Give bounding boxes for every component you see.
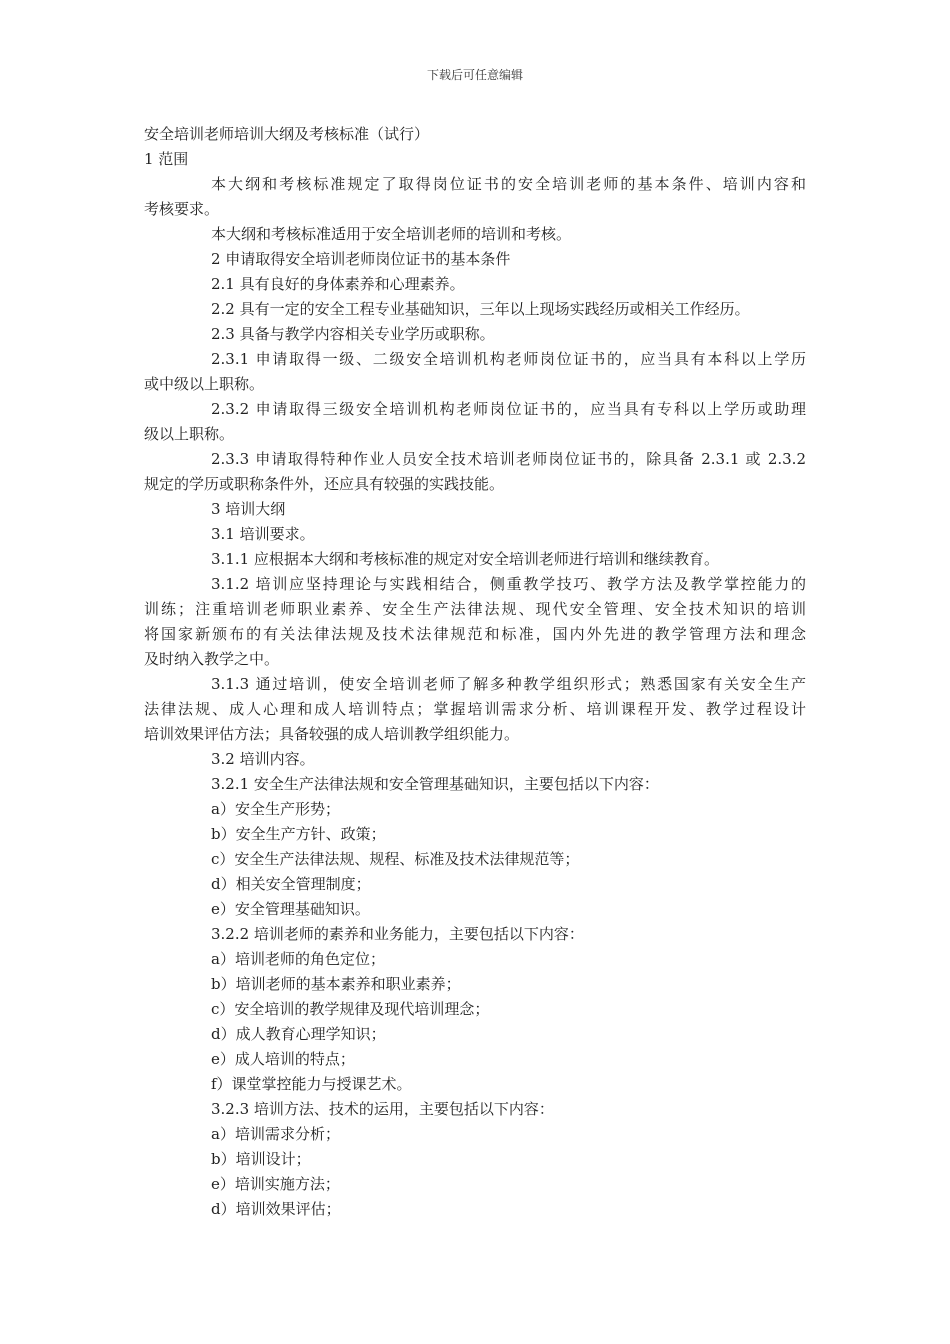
text-line: 2.3.1 申请取得一级、二级安全培训机构老师岗位证书的，应当具有本科以上学历 — [211, 350, 806, 368]
text-line: 3.2.1 安全生产法律法规和安全管理基础知识，主要包括以下内容： — [211, 775, 659, 793]
text-line: 本大纲和考核标准规定了取得岗位证书的安全培训老师的基本条件、培训内容和 — [211, 175, 806, 193]
text-line: 本大纲和考核标准适用于安全培训老师的培训和考核。 — [211, 225, 572, 243]
text-line: 级以上职称。 — [144, 425, 235, 443]
text-line: 3.1.2 培训应坚持理论与实践相结合，侧重教学技巧、教学方法及教学掌控能力的 — [211, 575, 806, 593]
text-line: 将国家新颁布的有关法律法规及技术法律规范和标准，国内外先进的教学管理方法和理念 — [144, 625, 806, 643]
text-line: e）安全管理基础知识。 — [211, 900, 370, 918]
text-line: 培训效果评估方法；具备较强的成人培训教学组织能力。 — [144, 725, 520, 743]
text-line: 2.3.2 申请取得三级安全培训机构老师岗位证书的，应当具有专科以上学历或助理 — [211, 400, 806, 418]
text-line: e）成人培训的特点； — [211, 1050, 355, 1068]
text-line: d）相关安全管理制度； — [211, 875, 371, 893]
text-line: 3.1.3 通过培训，使安全培训老师了解多种教学组织形式；熟悉国家有关安全生产 — [211, 675, 806, 693]
document-body — [144, 122, 806, 1222]
text-line: a）培训老师的角色定位； — [211, 950, 385, 968]
text-line: a）培训需求分析； — [211, 1125, 340, 1143]
text-line: 安全培训老师培训大纲及考核标准（试行） — [144, 125, 430, 143]
text-line: b）培训老师的基本素养和职业素养； — [211, 975, 461, 993]
text-line: 2.3.3 申请取得特种作业人员安全技术培训老师岗位证书的，除具备 2.3.1 或 2.3.2 — [211, 450, 806, 468]
text-line: 3.2.3 培训方法、技术的运用，主要包括以下内容： — [211, 1100, 554, 1118]
text-line: 2.2 具有一定的安全工程专业基础知识，三年以上现场实践经历或相关工作经历。 — [211, 300, 750, 318]
text-line: e）培训实施方法； — [211, 1175, 340, 1193]
text-line: 3.2 培训内容。 — [211, 750, 315, 768]
text-line: c）安全培训的教学规律及现代培训理念； — [211, 1000, 490, 1018]
text-line: 2 申请取得安全培训老师岗位证书的基本条件 — [211, 250, 511, 268]
text-line: 法律法规、成人心理和成人培训特点；掌握培训需求分析、培训课程开发、教学过程设计 — [144, 700, 806, 718]
text-line: 3.1 培训要求。 — [211, 525, 315, 543]
text-line: 3 培训大纲 — [211, 500, 286, 518]
text-line: c）安全生产法律法规、规程、标准及技术法律规范等； — [211, 850, 580, 868]
text-line: 训练；注重培训老师职业素养、安全生产法律法规、现代安全管理、安全技术知识的培训 — [144, 600, 806, 618]
text-line: 规定的学历或职称条件外，还应具有较强的实践技能。 — [144, 475, 505, 493]
text-line: b）培训设计； — [211, 1150, 311, 1168]
text-line: d）成人教育心理学知识； — [211, 1025, 386, 1043]
text-line: f）课堂掌控能力与授课艺术。 — [211, 1075, 412, 1093]
page-header: 下载后可任意编辑 — [426, 68, 523, 82]
text-line: b）安全生产方针、政策； — [211, 825, 386, 843]
text-line: 及时纳入教学之中。 — [144, 650, 280, 668]
text-line: d）培训效果评估； — [211, 1200, 341, 1218]
text-line: 3.1.1 应根据本大纲和考核标准的规定对安全培训老师进行培训和继续教育。 — [211, 550, 719, 568]
text-line: 3.2.2 培训老师的素养和业务能力，主要包括以下内容： — [211, 925, 584, 943]
text-line: 考核要求。 — [144, 200, 220, 218]
text-line: 2.3 具备与教学内容相关专业学历或职称。 — [211, 325, 495, 343]
text-line: 或中级以上职称。 — [144, 375, 265, 393]
text-line: a）安全生产形势； — [211, 800, 340, 818]
text-line: 2.1 具有良好的身体素养和心理素养。 — [211, 275, 465, 293]
text-line: 1 范围 — [144, 150, 189, 168]
